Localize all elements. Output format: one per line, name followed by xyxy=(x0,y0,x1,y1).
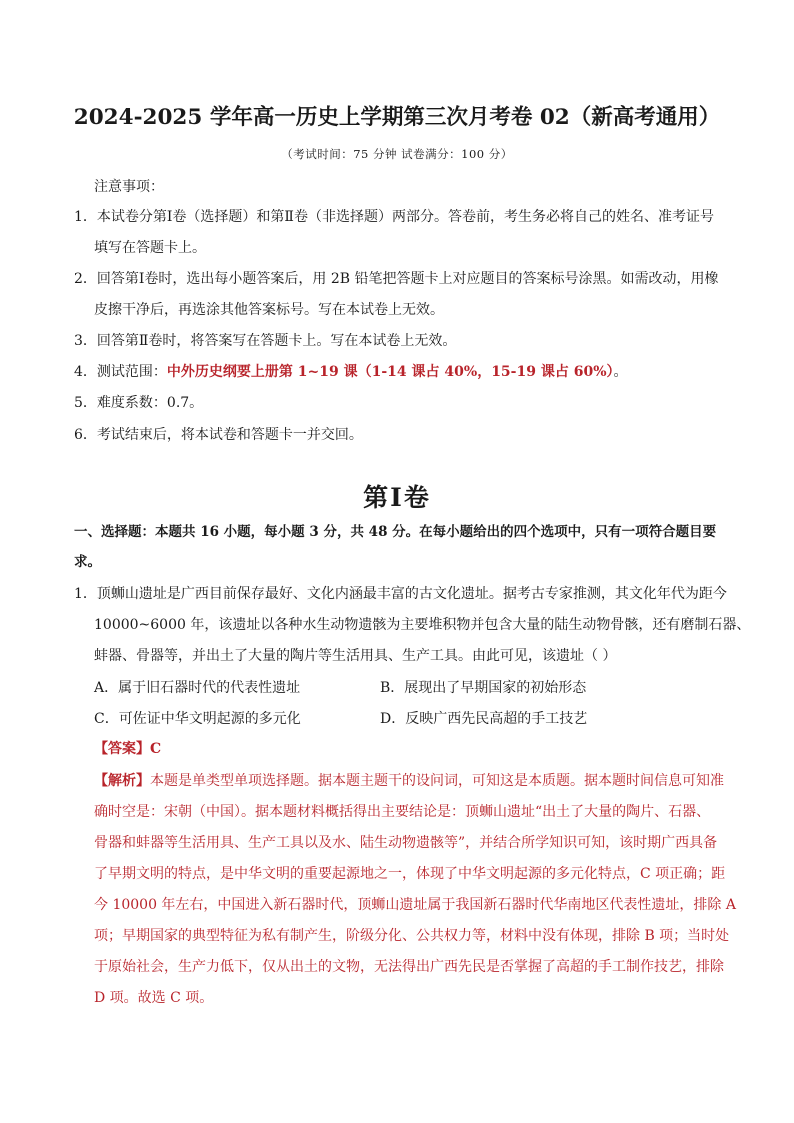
analysis-2: 确时空是：宋朝（中国）。据本题材料概括得出主要结论是：顶蛳山遗址“出土了大量的陶片、石器、 xyxy=(94,804,711,820)
exam-info: （考试时间：75 分钟 试卷满分：100 分） xyxy=(281,147,513,161)
option-c: C．可佐证中华文明起源的多元化 xyxy=(94,711,301,727)
option-d: D．反映广西先民高超的手工技艺 xyxy=(380,711,588,727)
answer-value: C xyxy=(150,741,162,757)
notice-2: 2．回答第Ⅰ卷时，选出每小题答案后，用 2B 铅笔把答题卡上对应题目的答案标号涂黑。如需改动，用橡 xyxy=(74,271,719,287)
question-1-stem: 1．顶蛳山遗址是广西目前保存最好、文化内涵最丰富的古文化遗址。据考古专家推测，其文化年代为距今 xyxy=(74,586,727,602)
analysis-7: 于原始社会，生产力低下，仅从出土的文物，无法得出广西先民是否掌握了高超的手工制作技艺，排除 xyxy=(94,959,724,975)
notice-4 xyxy=(74,361,628,381)
section-title: 第Ⅰ卷 xyxy=(363,483,431,512)
notice-2-cont: 皮擦干净后，再选涂其他答案标号。写在本试卷上无效。 xyxy=(94,302,444,318)
analysis-3: 骨器和蚌器等生活用具、生产工具以及水、陆生动物遗骸等”，并结合所学知识可知，该时期广西具备 xyxy=(94,835,718,851)
notice-6: 6．考试结束后，将本试卷和答题卡一并交回。 xyxy=(74,427,363,443)
option-b: B．展现出了早期国家的初始形态 xyxy=(380,680,587,696)
analysis-4: 了早期文明的特点，是中华文明的重要起源地之一，体现了中华文明起源的多元化特点，C 项正确；距 xyxy=(94,866,726,882)
analysis-5: 今 10000 年左右，中国进入新石器时代，顶蛳山遗址属于我国新石器时代华南地区代表性遗址，排除 A xyxy=(94,897,736,913)
part1-instruction: 一、选择题：本题共 16 小题，每小题 3 分，共 48 分。在每小题给出的四个选项中，只有一项符合题目要 xyxy=(74,524,717,540)
notice-4-suffix: 。 xyxy=(613,364,628,380)
analysis-8: D 项。故选 C 项。 xyxy=(94,990,214,1006)
notice-1: 1．本试卷分第Ⅰ卷（选择题）和第Ⅱ卷（非选择题）两部分。答卷前，考生务必将自己的姓名、准考证号 xyxy=(74,209,714,225)
analysis-6: 项；早期国家的典型特征为私有制产生，阶级分化、公共权力等，材料中没有体现，排除 B 项；当时处 xyxy=(94,928,730,944)
notice-heading: 注意事项： xyxy=(94,179,164,195)
notice-3: 3．回答第Ⅱ卷时，将答案写在答题卡上。写在本试卷上无效。 xyxy=(74,333,457,349)
question-1-stem-3: 蚌器、骨器等，并出土了大量的陶片等生活用具、生产工具。由此可见，该遗址（ ） xyxy=(94,648,617,664)
analysis-text-1: 本题是单类型单项选择题。据本题主题干的设问词，可知这是本质题。据本题时间信息可知准 xyxy=(150,773,724,789)
part1-instruction-cont: 求。 xyxy=(74,554,101,570)
page-title: 2024-2025 学年高一历史上学期第三次月考卷 02（新高考通用） xyxy=(73,105,721,130)
answer-label: 【答案】 xyxy=(94,741,150,757)
notice-5: 5．难度系数：0.7。 xyxy=(74,395,204,411)
analysis-1 xyxy=(94,770,724,790)
test-range: 中外历史纲要上册第 1~19 课（1-14 课占 40%，15-19 课占 60%） xyxy=(166,364,614,380)
option-a: A．属于旧石器时代的代表性遗址 xyxy=(94,680,301,696)
answer xyxy=(94,738,161,758)
question-1-stem-2: 10000~6000 年，该遗址以各种水生动物遗骸为主要堆积物并包含大量的陆生动物骨骸，还有磨制石器、 xyxy=(94,617,751,633)
notice-4-prefix: 4．测试范围： xyxy=(74,364,167,380)
notice-1-cont: 填写在答题卡上。 xyxy=(94,240,206,256)
analysis-label: 【解析】 xyxy=(94,773,150,789)
